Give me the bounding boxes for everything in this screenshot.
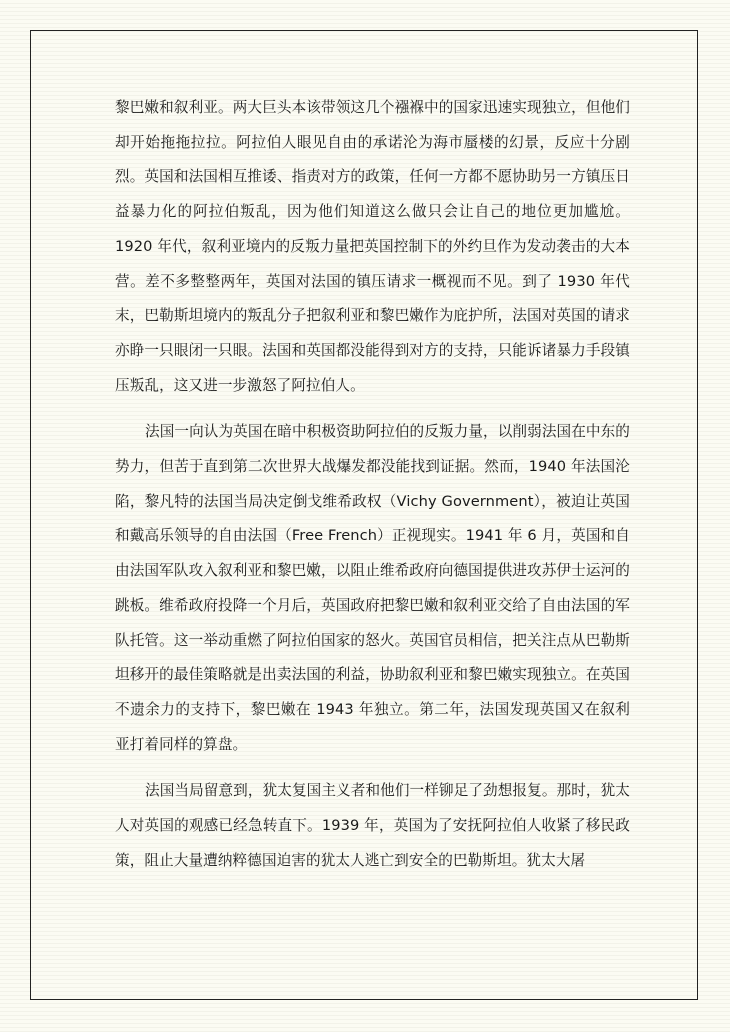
paragraph-spacer: [115, 403, 630, 415]
paragraph-2: 法国一向认为英国在暗中积极资助阿拉伯的反叛力量，以削弱法国在中东的势力，但苦于直到第二次世界大战爆发都没能找到证据。然而，1940 年法国沦陷，黎凡特的法国当局决定倒戈维希政权（Vichy Government），被迫让英国和戴高乐领导的自由法国（Free French）正视现实。1941 年 6 月，英国和自由法国军队攻入叙利亚和黎巴嫩，以阻止维希政府向德国提供进攻苏伊士运河的跳板。维希政府投降一个月后，英国政府把黎巴嫩和叙利亚交给了自由法国的军队托管。这一举动重燃了阿拉伯国家的怒火。英国官员相信，把关注点从巴勒斯坦移开的最佳策略就是出卖法国的利益，协助叙利亚和黎巴嫩实现独立。在英国不遗余力的支持下，黎巴嫩在 1943 年独立。第二年，法国发现英国又在叙利亚打着同样的算盘。: [115, 423, 630, 753]
paragraph-3: 法国当局留意到，犹太复国主义者和他们一样铆足了劲想报复。那时，犹太人对英国的观感已经急转直下。1939 年，英国为了安抚阿拉伯人收紧了移民政策，阻止大量遭纳粹德国迫害的犹太人逃亡到安全的巴勒斯坦。犹太大屠: [115, 782, 630, 869]
paragraph-1: 黎巴嫩和叙利亚。两大巨头本该带领这几个襁褓中的国家迅速实现独立，但他们却开始拖拖拉拉。阿拉伯人眼见自由的承诺沦为海市蜃楼的幻景，反应十分剧烈。英国和法国相互推诿、指责对方的政策，任何一方都不愿协助另一方镇压日益暴力化的阿拉伯叛乱，因为他们知道这么做只会让自己的地位更加尴尬。1920 年代，叙利亚境内的反叛力量把英国控制下的外约旦作为发动袭击的大本营。差不多整整两年，英国对法国的镇压请求一概视而不见。到了 1930 年代末，巴勒斯坦境内的叛乱分子把叙利亚和黎巴嫩作为庇护所，法国对英国的请求亦睁一只眼闭一只眼。法国和英国都没能得到对方的支持，只能诉诸暴力手段镇压叛乱，这又进一步激怒了阿拉伯人。: [115, 99, 630, 394]
paragraph-spacer: [115, 762, 630, 774]
document-body: [115, 91, 630, 878]
